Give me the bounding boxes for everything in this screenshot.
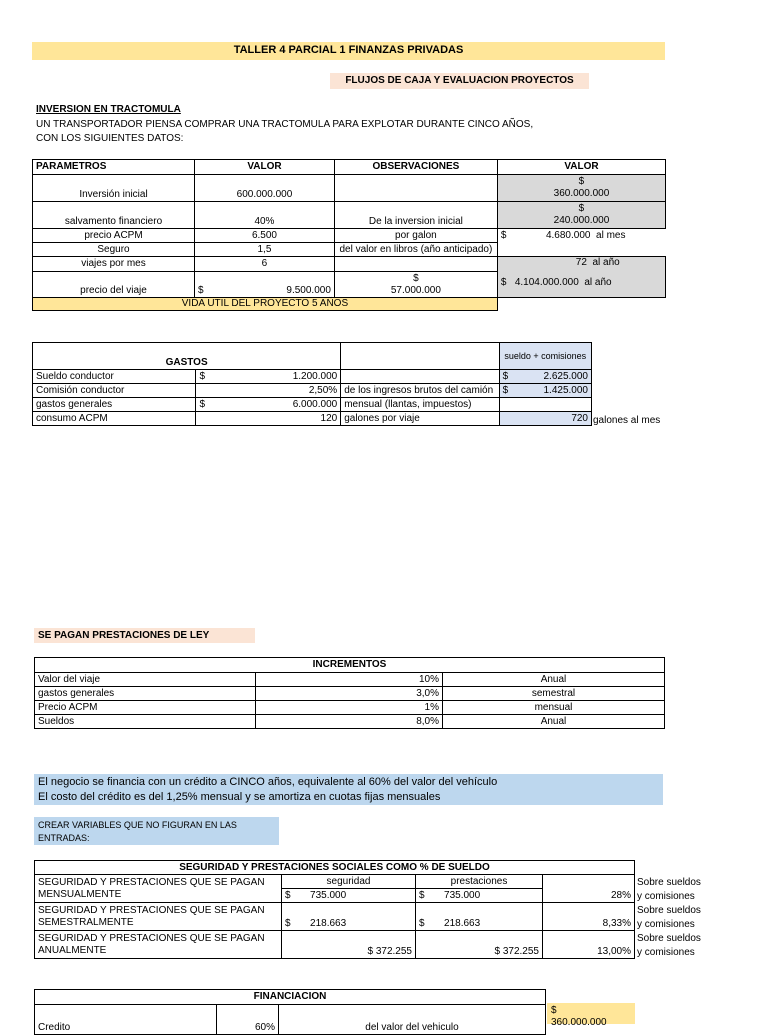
seguridad-row-label: [35, 931, 282, 959]
param-obs: [334, 272, 497, 298]
param-value-amount: 9.500.000: [286, 285, 331, 296]
row-label-line-2: MENSUALMENTE: [38, 888, 122, 900]
gasto-label: consumo ACPM: [33, 412, 196, 426]
gasto-value-2-amount: 2.625.000: [543, 370, 588, 382]
currency-symbol: $: [419, 889, 425, 901]
param-value-2-amount: 4.104.000.000: [514, 277, 579, 288]
incremento-value: 3,0%: [256, 687, 443, 701]
seguridad-row-label: [35, 903, 282, 931]
prestaciones-note: SE PAGAN PRESTACIONES DE LEY: [38, 630, 210, 641]
gasto-obs: de los ingresos brutos del camión: [341, 384, 499, 398]
financiacion-obs: del valor del vehiculo: [279, 1005, 546, 1035]
gasto-value: 2,50%: [208, 384, 341, 398]
incremento-label: Valor del viaje: [35, 673, 256, 687]
seguridad-table: [34, 860, 635, 959]
currency-symbol: $: [285, 918, 291, 929]
currency-symbol: $: [578, 203, 585, 214]
credit-note-line-2: El costo del crédito es del 1,25% mensual y se amortiza en cuotas fijas mensuales: [38, 791, 441, 803]
incremento-period: Anual: [443, 673, 665, 687]
row-label-line-2: ANUALMENTE: [38, 944, 107, 956]
financiacion-value: 360.000.000: [551, 1017, 607, 1028]
seguridad-row-label: [35, 875, 282, 903]
incremento-period: Anual: [443, 715, 665, 729]
seguridad-note-1b: y comisiones: [637, 891, 695, 902]
param-label: Inversión inicial: [33, 175, 195, 202]
currency-symbol: $: [502, 370, 509, 382]
param-value-2-amount: 360.000.000: [553, 188, 610, 199]
incremento-label: gastos generales: [35, 687, 256, 701]
gasto-currency: [196, 384, 208, 398]
gasto-label: Comisión conductor: [33, 384, 196, 398]
financiacion-header: FINANCIACION: [35, 990, 546, 1005]
param-value-2: [497, 175, 665, 202]
currency-symbol: $: [500, 229, 507, 241]
param-value-2-amount: 240.000.000: [553, 215, 610, 226]
currency-symbol: $: [500, 277, 507, 288]
param-value: [195, 272, 335, 298]
seguridad-amount: 218.663: [310, 918, 347, 929]
prestaciones-value: [416, 903, 543, 931]
row-label-line-1: SEGURIDAD Y PRESTACIONES QUE SE PAGAN: [38, 932, 265, 944]
incremento-value: 8,0%: [256, 715, 443, 729]
param-value-2-amount: 72: [575, 257, 587, 268]
param-value: 40%: [195, 202, 335, 229]
param-label: salvamento financiero: [33, 202, 195, 229]
seguridad-pct: 13,00%: [543, 931, 635, 959]
param-obs: [334, 175, 497, 202]
seguridad-value: [282, 889, 416, 903]
page-subtitle: FLUJOS DE CAJA Y EVALUACION PROYECTOS: [345, 75, 574, 86]
gasto-value-2: [499, 384, 591, 398]
param-unit: al año: [584, 277, 612, 288]
currency-symbol: $: [578, 176, 585, 187]
gasto-value-2: [499, 398, 591, 412]
gasto-value: 1.200.000: [208, 370, 341, 384]
crear-note-line-1: CREAR VARIABLES QUE NO FIGURAN EN LAS: [38, 820, 237, 830]
param-label: precio ACPM: [33, 229, 195, 243]
financiacion-pct: 60%: [217, 1005, 279, 1035]
seguridad-note-2a: Sobre sueldos: [637, 905, 701, 916]
row-label-line-1: SEGURIDAD Y PRESTACIONES QUE SE PAGAN: [38, 876, 265, 888]
currency-symbol: $: [198, 285, 204, 296]
param-value: 1,5: [195, 243, 335, 257]
gasto-obs: mensual (llantas, impuestos): [341, 398, 499, 412]
gasto-obs: galones por viaje: [341, 412, 499, 426]
gasto-value-2-amount: 1.425.000: [543, 384, 588, 396]
prestaciones-col-header: prestaciones: [416, 875, 543, 889]
prestaciones-value: $ 372.255: [416, 931, 543, 959]
param-unit: al mes: [596, 229, 626, 241]
incremento-label: Sueldos: [35, 715, 256, 729]
row-label-line-2: SEMESTRALMENTE: [38, 916, 134, 928]
gasto-value-2: 720: [499, 412, 591, 426]
prestaciones-amount: 735.000: [444, 889, 481, 901]
gasto-currency: $: [196, 370, 208, 384]
credit-note-line-1: El negocio se financia con un crédito a CINCO años, equivalente al 60% del valor del vehículo: [38, 776, 498, 788]
gasto-currency: $: [196, 398, 208, 412]
seguridad-amount: 735.000: [310, 889, 347, 901]
seguridad-pct: 8,33%: [543, 903, 635, 931]
param-value: 6: [195, 257, 335, 272]
sueldo-comisiones-header: sueldo + comisiones: [499, 343, 591, 370]
param-obs: De la inversion inicial: [334, 202, 497, 229]
currency-symbol: $: [502, 384, 509, 396]
section-line-1: UN TRANSPORTADOR PIENSA COMPRAR UNA TRACTOMULA PARA EXPLOTAR DURANTE CINCO AÑOS,: [36, 119, 534, 130]
section-heading: INVERSION EN TRACTOMULA: [36, 104, 181, 115]
param-value-2-amount: 4.680.000: [545, 229, 591, 241]
empty-cell: [497, 298, 665, 311]
incremento-value: 10%: [256, 673, 443, 687]
seguridad-note-1a: Sobre sueldos: [637, 877, 701, 888]
gastos-header: GASTOS: [33, 343, 341, 370]
financiacion-currency: $: [551, 1005, 557, 1016]
param-unit: al año: [592, 257, 620, 268]
row-label-line-1: SEGURIDAD Y PRESTACIONES QUE SE PAGAN: [38, 904, 265, 916]
crear-note-line-2: ENTRADAS:: [38, 833, 90, 843]
params-header-3: OBSERVACIONES: [334, 160, 497, 175]
incremento-period: mensual: [443, 701, 665, 715]
param-obs: por galon: [334, 229, 497, 243]
seguridad-note-2b: y comisiones: [637, 919, 695, 930]
params-header-4: VALOR: [497, 160, 665, 175]
gasto-label: Sueldo conductor: [33, 370, 196, 384]
page-title: TALLER 4 PARCIAL 1 FINANZAS PRIVADAS: [233, 44, 464, 56]
incrementos-header: INCREMENTOS: [35, 658, 665, 673]
galones-mes-label: galones al mes: [593, 415, 661, 426]
currency-symbol: $: [285, 889, 291, 901]
gasto-value: 6.000.000: [208, 398, 341, 412]
param-value-2: [497, 229, 665, 243]
param-obs: [334, 257, 497, 272]
param-value-2: [497, 257, 665, 298]
gasto-label: gastos generales: [33, 398, 196, 412]
param-obs-amount: 57.000.000: [390, 284, 441, 296]
gastos-table: [32, 342, 592, 426]
params-header-1: PARAMETROS: [33, 160, 195, 175]
gasto-value-2: [499, 370, 591, 384]
incrementos-table: [34, 657, 665, 729]
prestaciones-value: [416, 889, 543, 903]
prestaciones-amount: 218.663: [444, 918, 481, 929]
seguridad-value: $ 372.255: [282, 931, 416, 959]
incremento-label: Precio ACPM: [35, 701, 256, 715]
empty-cell: [341, 343, 499, 370]
seguridad-note-3a: Sobre sueldos: [637, 933, 701, 944]
financiacion-table: [34, 989, 546, 1035]
seguridad-header: SEGURIDAD Y PRESTACIONES SOCIALES COMO % DE SUELDO: [35, 861, 635, 875]
param-obs: del valor en libros (año anticipado): [334, 243, 497, 257]
param-label: precio del viaje: [33, 272, 195, 298]
gasto-obs: [341, 370, 499, 384]
seguridad-pct: 28%: [543, 875, 635, 903]
currency-symbol: $: [413, 272, 419, 284]
param-label: Seguro: [33, 243, 195, 257]
seguridad-note-3b: y comisiones: [637, 947, 695, 958]
financiacion-label: Credito: [35, 1005, 217, 1035]
param-label: viajes por mes: [33, 257, 195, 272]
seguridad-col-header: seguridad: [282, 875, 416, 889]
params-footer: VIDA UTIL DEL PROYECTO 5 AÑOS: [33, 298, 498, 311]
param-value: 600.000.000: [195, 175, 335, 202]
param-value: 6.500: [195, 229, 335, 243]
param-value-2: [497, 202, 665, 229]
incremento-period: semestral: [443, 687, 665, 701]
seguridad-value: [282, 903, 416, 931]
currency-symbol: $: [419, 918, 425, 929]
section-line-2: CON LOS SIGUIENTES DATOS:: [36, 133, 184, 144]
gasto-currency: [196, 412, 208, 426]
params-table: [32, 159, 666, 311]
incremento-value: 1%: [256, 701, 443, 715]
gasto-value: 120: [208, 412, 341, 426]
param-value-2: [497, 243, 665, 257]
params-header-2: VALOR: [195, 160, 335, 175]
